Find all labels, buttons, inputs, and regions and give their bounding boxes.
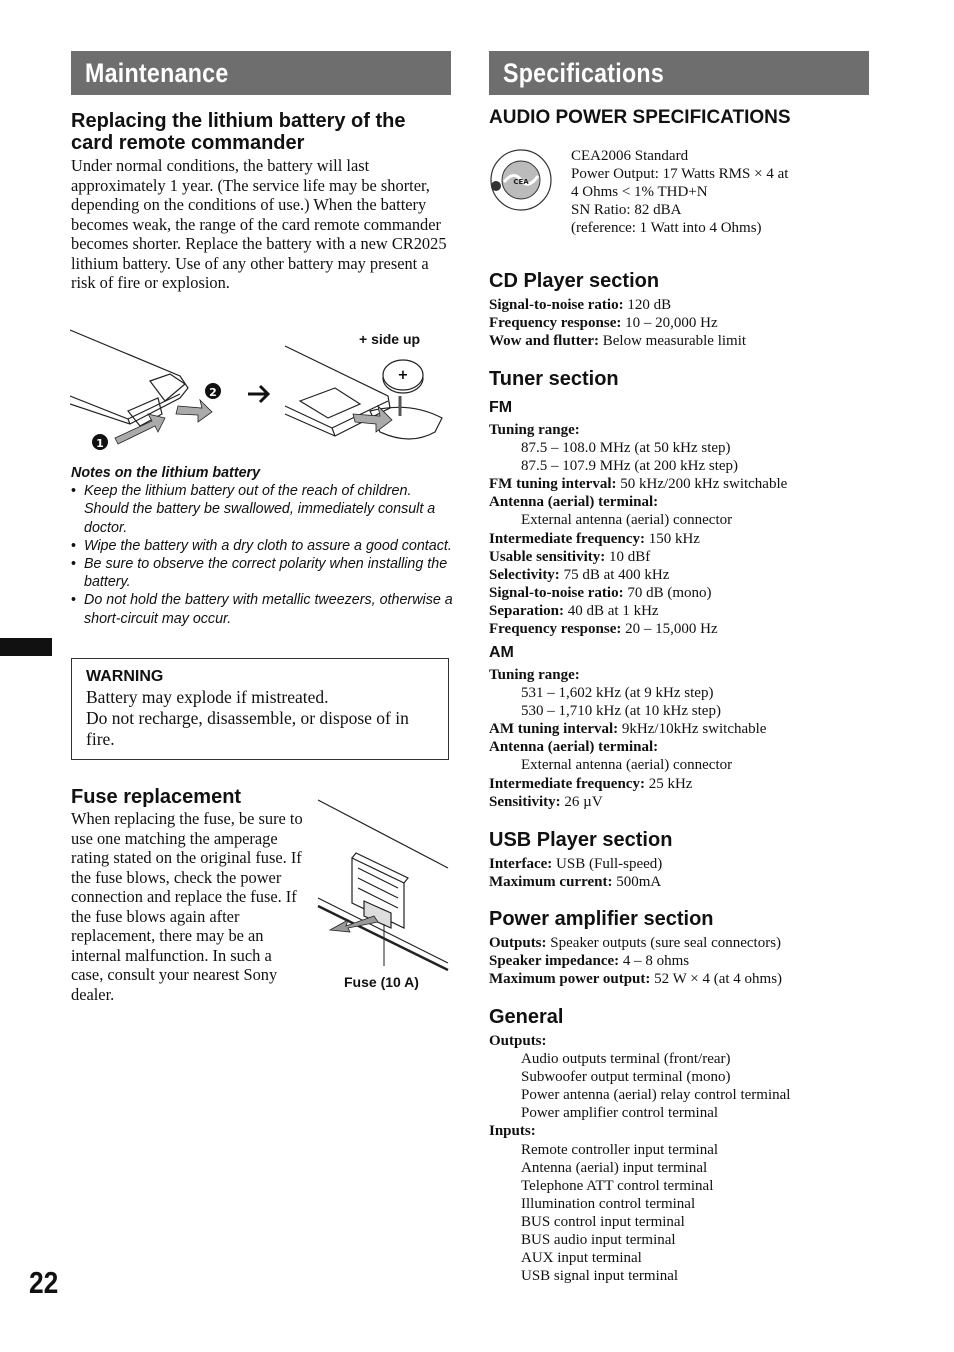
spec-row: Wow and flutter: Below measurable limit (489, 333, 747, 350)
audio-power-heading: AUDIO POWER SPECIFICATIONS (489, 107, 791, 128)
maintenance-banner (71, 51, 451, 95)
cd-specs (489, 296, 869, 350)
audio-line: (reference: 1 Watt into 4 Ohms) (571, 220, 762, 237)
fuse-body: When replacing the fuse, be sure to use one matching the amperage rating stated on the original fuse. If the fuse blows, check the power connection and replace the fuse. If the fuse blows again after replacement, there may be an internal malfunction. In such a case, consult your nearest Sony dealer. (71, 809, 303, 1004)
fuse-replacement-figure (316, 798, 452, 973)
warning-title: WARNING (86, 668, 164, 685)
usb-heading: USB Player section (489, 829, 673, 851)
general-specs: Outputs: Audio outputs terminal (front/rear) Subwoofer output terminal (mono) Power antenna (aerial) relay control terminal Power amplifier control terminal Inputs: Remote controller input terminal Antenna (aerial) input terminal Telephone ATT control terminal Illumination control terminal BUS control input terminal BUS audio input terminal AUX input terminal USB signal input terminal (489, 1033, 791, 1285)
fm-specs: Tuning range: 87.5 – 108.0 MHz (at 50 kHz step) 87.5 – 107.9 MHz (at 200 kHz step) FM tuning interval: 50 kHz/200 kHz switchable Antenna (aerial) terminal: External antenna (aerial) connector Intermediate frequency: 150 kHz Usable sensitivity: 10 dBf Selectivity: 75 dB at 400 kHz Signal-to-noise ratio: 70 dB (mono) Separation: 40 dB at 1 kHz Frequency response: 20 – 15,000 Hz (489, 422, 788, 638)
audio-line: CEA2006 Standard (571, 148, 689, 164)
note-item: • Be sure to observe the correct polarity when installing the battery. (71, 555, 455, 591)
am-specs: Tuning range: 531 – 1,602 kHz (at 9 kHz step) 530 – 1,710 kHz (at 10 kHz step) AM tuning interval: 9kHz/10kHz switchable Antenna (aerial) terminal: External antenna (aerial) connector Intermediate frequency: 25 kHz Sensitivity: 26 µV (489, 667, 767, 810)
svg-text:+: + (397, 368, 409, 383)
note-item: • Keep the lithium battery out of the reach of children. Should the battery be swallowed, immediately consult a doctor. (71, 482, 455, 537)
cd-heading: CD Player section (489, 270, 660, 292)
svg-text:CEA: CEA (513, 178, 529, 186)
specifications-title: Specifications (503, 58, 665, 88)
warning-box (71, 658, 449, 760)
specifications-banner (489, 51, 869, 95)
note-item: • Wipe the battery with a dry cloth to assure a good contact. (71, 537, 455, 555)
audio-power-lines (571, 147, 871, 237)
tuner-heading: Tuner section (489, 368, 619, 390)
audio-line: SN Ratio: 82 dBA (571, 202, 682, 219)
battery-heading: Replacing the lithium battery of the card remote commander (71, 110, 406, 154)
battery-figure-label: + side up (359, 331, 421, 347)
maintenance-title: Maintenance (85, 58, 229, 88)
fuse-figure-label: Fuse (10 A) (344, 974, 419, 990)
general-heading: General (489, 1006, 564, 1028)
spec-row: Frequency response: 10 – 20,000 Hz (489, 315, 718, 332)
warning-line-2: Do not recharge, disassemble, or dispose of in fire. (86, 708, 409, 749)
am-heading: AM (489, 644, 514, 661)
battery-notes (71, 464, 455, 628)
cea2006-compliance-logo (488, 148, 554, 212)
fm-heading: FM (489, 399, 513, 416)
page-number: 22 (29, 1265, 59, 1300)
amp-heading: Power amplifier section (489, 908, 714, 930)
warning-line-1: Battery may explode if mistreated. (86, 687, 329, 707)
audio-line: 4 Ohms < 1% THD+N (571, 184, 708, 201)
note-item: • Do not hold the battery with metallic tweezers, otherwise a short-circuit may occur. (71, 591, 455, 627)
svg-text:1: 1 (96, 437, 104, 450)
audio-line: Power Output: 17 Watts RMS × 4 at (571, 166, 789, 183)
svg-text:2: 2 (209, 386, 217, 399)
amp-specs: Outputs: Speaker outputs (sure seal connectors) Speaker impedance: 4 – 8 ohms Maximum power output: 52 W × 4 (at 4 ohms) (489, 935, 783, 988)
usb-specs: Interface: USB (Full-speed) Maximum current: 500mA (489, 856, 663, 891)
spec-row: Signal-to-noise ratio: 120 dB (489, 297, 672, 313)
notes-title: Notes on the lithium battery (71, 465, 261, 481)
fuse-heading: Fuse replacement (71, 786, 242, 808)
section-tab-marker (0, 638, 52, 656)
battery-body: Under normal conditions, the battery will last approximately 1 year. (The service life may be shorter, depending on the conditions of use.) When the battery becomes weak, the range of the card remote commander becomes shorter. Replace the battery with a new CR2025 lithium battery. Use of any other battery may present a risk of fire or explosion. (71, 156, 447, 292)
